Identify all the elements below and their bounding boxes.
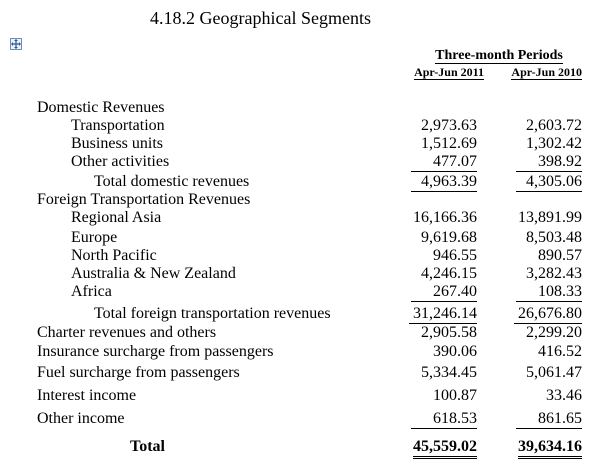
value-2010: 416.52 — [538, 343, 582, 360]
transportation-row — [0, 117, 599, 137]
value-2011: 2,973.63 — [421, 117, 477, 134]
other-activities-row — [0, 153, 599, 173]
total-foreign-row — [0, 305, 599, 325]
row-label: Other income — [37, 410, 125, 427]
value-2011: 390.06 — [433, 343, 477, 360]
row-label: North Pacific — [71, 247, 157, 264]
value-2011: 16,166.36 — [413, 209, 477, 226]
period-header — [411, 48, 587, 64]
row-label: Europe — [71, 229, 118, 246]
value-2011: 31,246.14 — [409, 305, 477, 324]
north-pacific-row — [0, 247, 599, 267]
value-2011: 1,512.69 — [421, 135, 477, 152]
value-2011: 4,963.39 — [411, 173, 477, 192]
row-label: Total — [130, 438, 165, 455]
value-2011: 5,334.45 — [421, 364, 477, 381]
interest-row — [0, 387, 599, 407]
value-2011: 100.87 — [433, 387, 477, 404]
column-header-2011 — [404, 65, 484, 80]
value-2011: 45,559.02 — [413, 438, 477, 459]
row-label: Interest income — [37, 387, 137, 404]
value-2010: 890.57 — [538, 247, 582, 264]
column-header-2010 — [499, 65, 582, 80]
value-2010: 108.33 — [516, 283, 582, 302]
value-2010: 4,305.06 — [516, 173, 582, 192]
value-2011: 4,246.15 — [421, 265, 477, 282]
domestic-heading-row — [0, 99, 599, 119]
row-label: Transportation — [71, 117, 165, 134]
column-header-2011-label: Apr-Jun 2011 — [414, 65, 484, 79]
value-2010: 1,302.42 — [526, 135, 582, 152]
period-label: Three-month Periods — [435, 48, 563, 63]
value-2010: 33.46 — [546, 387, 582, 404]
insurance-row — [0, 343, 599, 363]
value-2011: 946.55 — [433, 247, 477, 264]
value-2011: 9,619.68 — [421, 229, 477, 246]
business-units-row — [0, 135, 599, 155]
africa-row — [0, 283, 599, 303]
value-2011: 477.07 — [411, 153, 477, 172]
fuel-row — [0, 364, 599, 384]
australia-nz-row — [0, 265, 599, 285]
value-2010: 3,282.43 — [526, 265, 582, 282]
total-domestic-row — [0, 173, 599, 193]
row-label: Insurance surcharge from passengers — [37, 343, 274, 360]
value-2010: 2,299.20 — [526, 324, 582, 341]
value-2010: 398.92 — [516, 153, 582, 172]
other-income-row — [0, 410, 599, 430]
section-title: 4.18.2 Geographical Segments — [150, 8, 371, 28]
row-label: Regional Asia — [71, 209, 162, 226]
value-2010: 13,891.99 — [518, 209, 582, 226]
value-2010: 5,061.47 — [526, 364, 582, 381]
row-label: Australia & New Zealand — [71, 265, 236, 282]
row-label: Africa — [71, 283, 112, 300]
row-label: Total foreign transportation revenues — [94, 305, 331, 322]
row-label: Foreign Transportation Revenues — [37, 191, 251, 208]
row-label: Business units — [71, 135, 164, 152]
value-2010: 39,634.16 — [518, 438, 582, 459]
row-label: Charter revenues and others — [37, 324, 217, 341]
charter-row — [0, 324, 599, 344]
europe-row — [0, 229, 599, 249]
row-label: Fuel surcharge from passengers — [37, 364, 240, 381]
value-2010: 2,603.72 — [526, 117, 582, 134]
value-2010: 8,503.48 — [526, 229, 582, 246]
column-header-2010-label: Apr-Jun 2010 — [511, 65, 582, 79]
value-2011: 267.40 — [411, 283, 477, 302]
value-2011: 618.53 — [411, 410, 477, 429]
value-2011: 2,905.58 — [421, 324, 477, 341]
row-label: Domestic Revenues — [37, 99, 165, 116]
row-label: Other activities — [71, 153, 170, 170]
regional-asia-row — [0, 209, 599, 229]
move-anchor-icon[interactable] — [10, 38, 22, 50]
value-2010: 861.65 — [516, 410, 582, 429]
value-2010: 26,676.80 — [514, 305, 582, 324]
grand-total-row — [0, 438, 599, 458]
row-label: Total domestic revenues — [94, 173, 250, 190]
foreign-heading-row — [0, 191, 599, 211]
